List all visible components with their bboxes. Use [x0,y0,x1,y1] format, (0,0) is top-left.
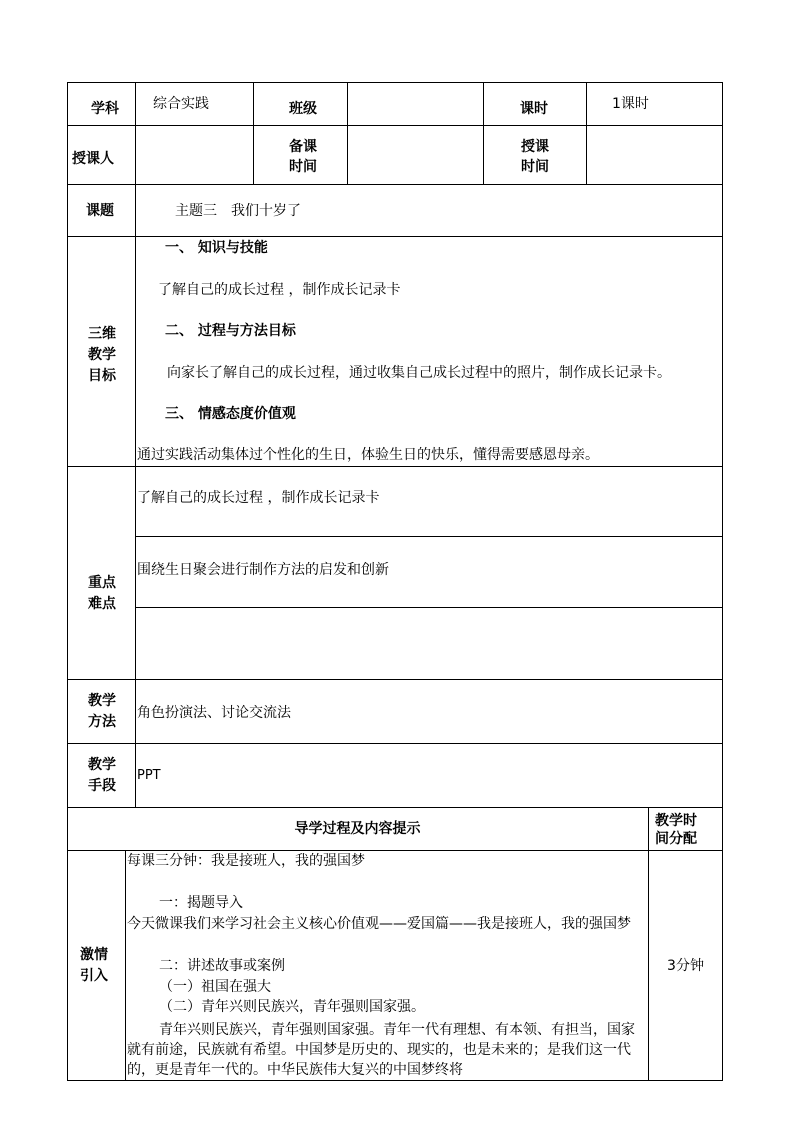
goal-heading-knowledge: 一、 知识与技能 [165,240,268,256]
intro-line: （二）青年兴则民族兴，青年强则国家强。 [159,999,425,1015]
intro-label: 激情 引入 [80,947,108,984]
intro-line: 一：揭题导入 [159,895,243,911]
method-label: 教学 方法 [88,693,116,730]
method-value: 角色扮演法、讨论交流法 [137,705,291,721]
goal-text-emotion: 通过实践活动集体过个性化的生日，体验生日的快乐，懂得需要感恩母亲。 [137,447,599,463]
goal-heading-process: 二、 过程与方法目标 [165,323,296,339]
goal-text-knowledge: 了解自己的成长过程 ，制作成长记录卡 [158,282,401,298]
goals-label: 三维 教学 目标 [88,326,116,384]
key-point-item: 了解自己的成长过程 ，制作成长记录卡 [137,490,380,506]
time-allocation-header: 教学时 间分配 [655,813,697,847]
process-header: 导学过程及内容提示 [294,821,421,837]
goal-heading-emotion: 三、 情感态度价值观 [165,406,296,422]
intro-line: 二：讲述故事或案例 [159,958,285,974]
key-points-label: 重点 难点 [88,575,116,612]
goal-text-process: 向家长了解自己的成长过程，通过收集自己成长过程中的照片，制作成长记录卡。 [167,365,671,381]
intro-time: 3分钟 [667,958,704,974]
topic-value: 主题三 我们十岁了 [175,203,301,219]
intro-line: 今天微课我们来学习社会主义核心价值观——爱国篇——我是接班人，我的强国梦 [127,916,631,932]
prep-time-label: 备课 时间 [289,139,317,175]
topic-label: 课题 [86,203,114,219]
hours-value: 1课时 [612,96,649,112]
subject-label: 学科 [91,101,119,117]
intro-line: 每课三分钟：我是接班人，我的强国梦 [127,853,365,869]
class-label: 班级 [289,101,317,117]
difficulty-item: 围绕生日聚会进行制作方法的启发和创新 [137,562,389,578]
teacher-label: 授课人 [72,151,114,167]
means-value: PPT [137,768,161,783]
teach-time-label: 授课 时间 [521,139,549,175]
subject-value: 综合实践 [153,96,209,112]
means-label: 教学 手段 [88,757,116,794]
intro-line: （一）祖国在强大 [159,979,271,995]
intro-line: 青年兴则民族兴，青年强则国家强。青年一代有理想、有本领、有担当，国家就有前途，民族就有希望。中国梦是历史的、现实的，也是未来的；是我们这一代的，更是青年一代的。中华民族伟大复兴的中国梦终将 [127,1022,635,1078]
hours-label: 课时 [520,101,548,117]
